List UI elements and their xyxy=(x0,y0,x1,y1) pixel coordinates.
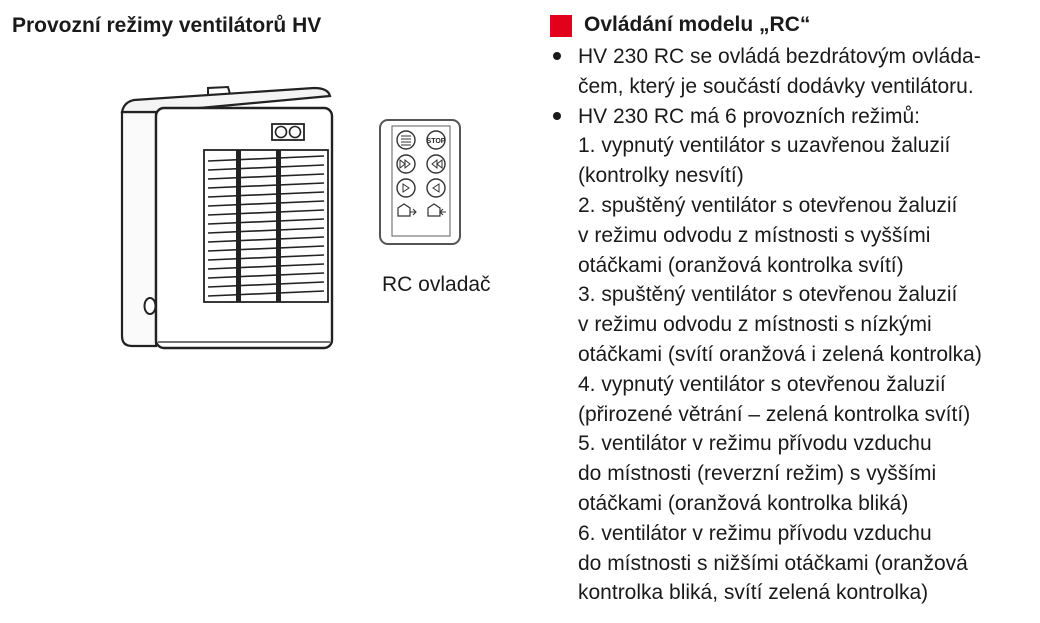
list-item xyxy=(550,102,1030,609)
remote-control-icon xyxy=(378,118,464,248)
list-item xyxy=(550,42,1030,102)
text-line: otáčkami (svítí oranžová i zelená kontrolka) xyxy=(578,342,982,366)
remote-stop-label: STOP xyxy=(426,138,446,145)
rc-control-section xyxy=(550,10,1030,608)
bullet-icon xyxy=(553,112,561,120)
remote-caption: RC ovladač xyxy=(382,273,491,296)
text-line: 1. vypnutý ventilátor s uzavřenou žaluzií xyxy=(578,134,951,158)
text-line: otáčkami (oranžová kontrolka bliká) xyxy=(578,491,909,515)
text-line: HV 230 RC má 6 provozních režimů: xyxy=(578,104,920,128)
text-line: do místnosti s nižšími otáčkami (oranžová xyxy=(578,551,968,575)
text-line: do místnosti (reverzní režim) s vyššími xyxy=(578,462,937,486)
bullet-icon xyxy=(553,52,561,60)
text-line: 5. ventilátor v režimu přívodu vzduchu xyxy=(578,432,932,456)
text-line: v režimu odvodu z místnosti s nízkými xyxy=(578,313,932,337)
text-line: (kontrolky nesvítí) xyxy=(578,164,744,188)
text-line: otáčkami (oranžová kontrolka svítí) xyxy=(578,253,904,277)
red-square-icon xyxy=(550,15,572,37)
page-title: Provozní režimy ventilátorů HV xyxy=(12,14,322,37)
bullet-list xyxy=(550,42,1030,608)
text-line: kontrolka bliká, svítí zelená kontrolka) xyxy=(578,581,929,605)
text-line: 2. spuštěný ventilátor s otevřenou žaluzií xyxy=(578,193,958,217)
window-fan-icon xyxy=(118,84,338,354)
text-line: 3. spuštěný ventilátor s otevřenou žaluzií xyxy=(578,283,958,307)
text-line: 6. ventilátor v režimu přívodu vzduchu xyxy=(578,521,932,545)
text-line: 4. vypnutý ventilátor s otevřenou žaluzií xyxy=(578,372,946,396)
text-line: HV 230 RC se ovládá bezdrátovým ovláda- xyxy=(578,45,981,68)
section-header xyxy=(550,10,1030,40)
text-line: čem, který je součástí dodávky ventilátoru. xyxy=(578,74,974,98)
text-line: (přirozené větrání – zelená kontrolka svítí) xyxy=(578,402,971,426)
text-line: v režimu odvodu z místnosti s vyššími xyxy=(578,223,931,247)
section-title: Ovládání modelu „RC“ xyxy=(584,13,811,36)
